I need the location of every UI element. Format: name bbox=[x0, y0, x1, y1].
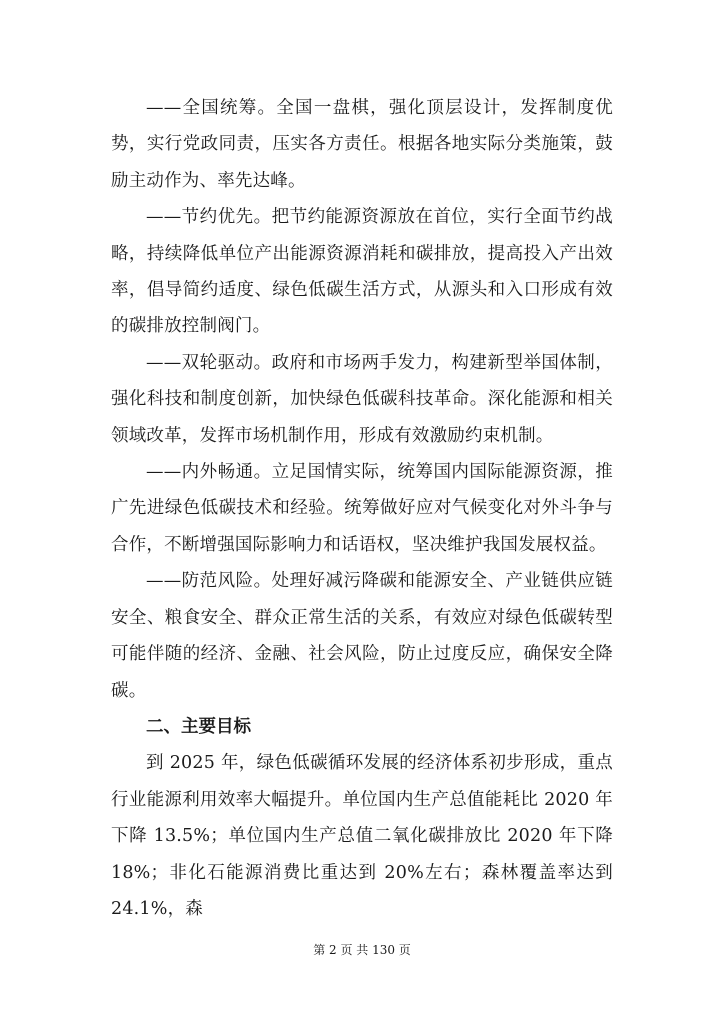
paragraph-dual-drive: ——双轮驱动。政府和市场两手发力，构建新型举国体制，强化科技和制度创新，加快绿色低碳科技革命。深化能源和相关领域改革，发挥市场机制作用，形成有效激励约束机制。 bbox=[111, 352, 613, 446]
paragraph-conservation-priority: ——节约优先。把节约能源资源放在首位，实行全面节约战略，持续降低单位产出能源资源消耗和碳排放，提高投入产出效率，倡导简约适度、绿色低碳生活方式，从源头和入口形成有效的碳排放控制阀门。 bbox=[111, 207, 613, 337]
page-footer: 第 2 页 共 130 页 bbox=[313, 943, 411, 957]
section-heading: 二、主要目标 bbox=[146, 716, 251, 737]
paragraph-national-coordination: ——全国统筹。全国一盘棋，强化顶层设计，发挥制度优势，实行党政同责，压实各方责任。根据各地实际分类施策，鼓励主动作为、率先达峰。 bbox=[111, 98, 613, 191]
paragraph-main-targets: 到 2025 年，绿色低碳循环发展的经济体系初步形成，重点行业能源利用效率大幅提升。单位国内生产总值能耗比 2020 年下降 13.5%；单位国内生产总值二氧化碳排放比 2020 年下降 18%；非化石能源消费比重达到 20%左右；森林覆盖率达到 24.1%，森 bbox=[111, 753, 613, 919]
document-body bbox=[111, 90, 613, 927]
paragraph-risk-prevention: ——防范风险。处理好减污降碳和能源安全、产业链供应链安全、粮食安全、群众正常生活的关系，有效应对绿色低碳转型可能伴随的经济、金融、社会风险，防止过度反应，确保安全降碳。 bbox=[111, 571, 613, 701]
paragraph-internal-external: ——内外畅通。立足国情实际，统筹国内国际能源资源，推广先进绿色低碳技术和经验。统筹做好应对气候变化对外斗争与合作，不断增强国际影响力和话语权，坚决维护我国发展权益。 bbox=[111, 462, 613, 555]
